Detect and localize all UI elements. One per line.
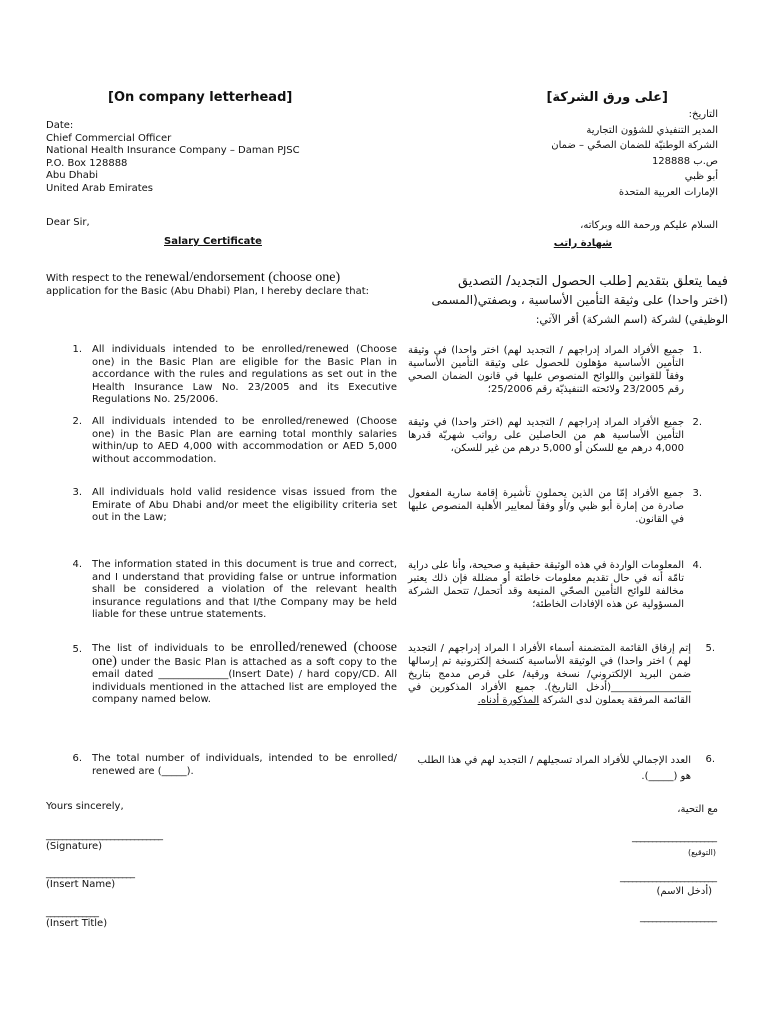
header-left: [On company letterhead] bbox=[108, 90, 293, 105]
item-en-5-lead: The list of individuals to be bbox=[92, 643, 250, 654]
item-en-6-text: The total number of individuals, intended to be enrolled/ renewed are (_____). bbox=[92, 753, 397, 777]
greeting-ar: السلام عليكم ورحمة الله وبركاته، bbox=[580, 220, 718, 231]
item-en-6-num: 6. bbox=[72, 753, 82, 764]
signature-line: _____________________________ bbox=[46, 830, 162, 841]
item-en-2-num: 2. bbox=[72, 416, 82, 427]
name-line-ar: ________________________ bbox=[620, 872, 716, 883]
item-en-4-text: The information stated in this document is true and correct, and I understand that providing false or untrue information shall be considered a violation of the relevant health insurance regulations and that I/the Company may be held liable for these untrue statements. bbox=[92, 559, 397, 620]
item-ar-2-text: جميع الأفراد المراد إدراجهم / التجديد لهم (اختر واحدا) في وثيقة التأمين الأساسية هم من الحاصلين على رواتب شهريّة قدرها 4,000 درهم مع للسكن أو 5,000 درهم من غير للسكن، bbox=[408, 417, 684, 454]
title-line: _____________ bbox=[46, 907, 98, 918]
signature-line-ar: _____________________ bbox=[632, 832, 716, 843]
recipient-city: Abu Dhabi bbox=[46, 170, 98, 181]
item-en-3-text: All individuals hold valid residence visas issued from the Emirate of Abu Dhabi and/or meet the eligibility criteria set out in the Law; bbox=[92, 487, 397, 523]
address-en bbox=[46, 120, 376, 195]
item-ar-5-text bbox=[408, 642, 691, 707]
item-ar-1-text: جميع الأفراد المراد إدراجهم / التجديد لهم) اختر واحدا) في وثيقة التأمين الأساسية مؤهلون للحصول على وثيقة التأمين الأساسية وفقاً للقوانين واللوائح المنصوص عليها في قانون الضمان الصحي رقم 23/2005 ولائحته التنفيذيّة رقم 25/2006؛ bbox=[408, 345, 684, 395]
item-en-5-rest: under the Basic Plan is attached as a soft copy to the email dated ______________(Insert Date) / hard copy/CD. All individuals mentioned in the attached list are employed the company named below. bbox=[92, 656, 397, 705]
date-label-ar: التاريخ: bbox=[688, 109, 718, 120]
item-en-2-text: All individuals intended to be enrolled/renewed (Choose one) in the Basic Plan are earning total monthly salaries within/up to AED 4,000 with accommodation or AED 5,000 without accommodation. bbox=[92, 416, 397, 465]
item-en-5-lead-big2: (choose one) bbox=[92, 640, 397, 669]
item-ar-3-num: .3 bbox=[692, 488, 702, 499]
item-ar-4-text: المعلومات الواردة في هذه الوثيقة حقيقية و صحيحة، وأنا على دراية تامّة أنه في حال تقديم معلومات خاطئة أو مضللة فإن ذلك يعتبر مخالفة للوائح التأمين الصحّي المنيعة وقد أتحمل/ تتحمل الشركة المسؤولية عن هذه الإفادات الخاطئة؛ bbox=[408, 560, 684, 610]
intro-ar bbox=[388, 272, 728, 329]
item-ar-5-num: .5 bbox=[705, 643, 715, 654]
intro-ar-2: (اختر واحدا) على وثيقة التأمين الأساسية ، وبصفتي(المسمى bbox=[431, 293, 728, 307]
item-ar-4-num: .4 bbox=[692, 560, 702, 571]
name-label: (Insert Name) bbox=[46, 879, 116, 890]
intro-en-b: renewal/endorsement (choose one) bbox=[145, 270, 341, 285]
address-ar bbox=[418, 107, 718, 200]
recipient-company-ar: الشركة الوطنيّة للضمان الصحّي – ضمان bbox=[551, 140, 718, 151]
item-en-1-text: All individuals intended to be enrolled/renewed (Choose one) in the Basic Plan are eligible for the Basic Plan in accordance with the rules and regulations as set out in the Health Insurance Law No. 23/2005 and its Executive Regulations No. 25/2006. bbox=[92, 344, 397, 405]
item-en-1-num: 1. bbox=[72, 344, 82, 355]
item-ar-1-num: .1 bbox=[692, 345, 702, 356]
title-line-ar: ___________________ bbox=[640, 912, 716, 923]
recipient-pobox-ar: ص.ب 128888 bbox=[651, 155, 718, 167]
item-ar-5-body: إتم إرفاق القائمة المتضمنة أسماء الأفراد ا المراد إدراجهم / التجديد لهم ) اختر واحدا) في الوثيقة الأساسية كنسخة إلكترونية تم إرسالها ضمن البريد الإلكتروني/ نسخة ورقية/ على قرص مدمج بتاريخ ________________(أدخل التاريخ). جميع الأفراد المذكورين في القائمة المرفقة يعملون لدى الشركة bbox=[408, 643, 691, 706]
item-en-4-num: 4. bbox=[72, 559, 82, 570]
title-label: (Insert Title) bbox=[46, 918, 108, 929]
item-en-5-text bbox=[92, 642, 397, 707]
intro-en-c: application for the Basic (Abu Dhabi) Plan, I hereby declare that: bbox=[46, 285, 370, 297]
closing-ar: مع التحية، bbox=[677, 804, 718, 815]
item-ar-6-num: .6 bbox=[705, 754, 715, 765]
header-right: [على ورق الشركة] bbox=[546, 90, 668, 105]
signature-label: (Signature) bbox=[46, 841, 103, 852]
greeting-en: Dear Sir, bbox=[46, 217, 90, 228]
recipient-title-ar: المدير التنفيذي للشؤون التجارية bbox=[586, 124, 718, 136]
intro-ar-1: فيما يتعلق بتقديم [طلب الحصول التجديد/ التصديق bbox=[457, 274, 728, 289]
date-label: Date: bbox=[46, 120, 74, 131]
closing-en: Yours sincerely, bbox=[46, 801, 124, 812]
name-line: ______________________ bbox=[46, 868, 134, 879]
item-ar-6-text: العدد الإجمالي للأفراد المراد تسجيلهم / التجديد لهم في هذا الطلب هو (_____). bbox=[417, 755, 691, 782]
item-ar-3-text: جميع الأفراد إمّا من الذين يحملون تأشيرة إقامة سارية المفعول صادرة من إمارة أبو ظبي و/أو وفقاً لمعايير الأهلية المنصوص عليها في القانون. bbox=[408, 488, 684, 525]
item-ar-5-tail: المذكورة أدناه. bbox=[477, 695, 540, 706]
title-en: Salary Certificate bbox=[164, 236, 262, 247]
recipient-country: United Arab Emirates bbox=[46, 182, 154, 194]
title-ar: شهادة راتب bbox=[553, 238, 612, 249]
intro-ar-3: الوظيفي) لشركة (اسم الشركة) أقر الآتي: bbox=[535, 313, 728, 326]
recipient-pobox: P.O. Box 128888 bbox=[46, 157, 128, 169]
intro-en-a: With respect to the bbox=[46, 273, 146, 284]
recipient-city-ar: أبو ظبي bbox=[684, 171, 718, 182]
recipient-company: National Health Insurance Company – Daman PJSC bbox=[46, 145, 300, 156]
signature-label-ar: (التوقيع) bbox=[688, 848, 716, 857]
item-ar-2-num: .2 bbox=[692, 417, 702, 428]
item-en-5-lead-big: enrolled/renewed bbox=[249, 640, 348, 655]
item-en-5-num: 5. bbox=[72, 644, 82, 655]
recipient-country-ar: الإمارات العربية المتحدة bbox=[618, 186, 718, 198]
recipient-title: Chief Commercial Officer bbox=[46, 132, 172, 144]
name-label-ar: (أدخل الاسم) bbox=[656, 886, 712, 897]
intro-en bbox=[46, 272, 386, 298]
item-en-3-num: 3. bbox=[72, 487, 82, 498]
